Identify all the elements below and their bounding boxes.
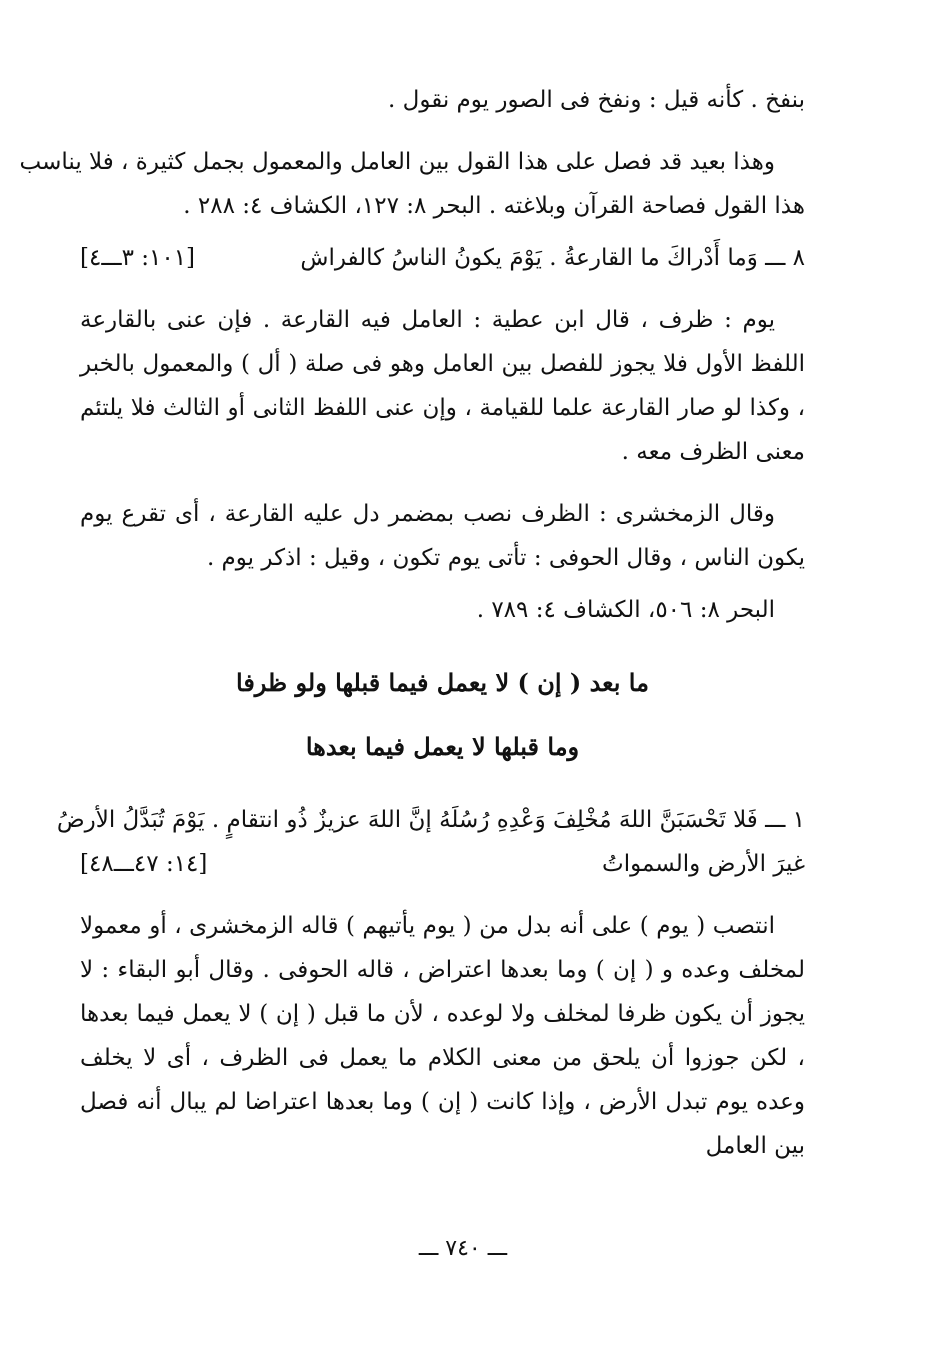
verse-1-line2 [80,842,805,886]
paragraph-line: وهذا بعيد قد فصل على هذا القول بين العامل والمعمول بجمل كثيرة ، فلا يناسب [19,149,775,175]
section-heading-line1: ما بعد ( إن ) لا يعمل فيما قبلها ولو ظرفا [236,668,649,697]
section-heading-line2: وما قبلها لا يعمل فيما بعدها [305,732,580,761]
verse-1-line1: ١ ـــ فَلا تَحْسَبَنَّ اللهَ مُخْلِفَ وَعْدِهِ رُسُلَهُ إنَّ اللهَ عزيزٌ ذُو انتقامٍ . يَوْمَ تُبَدَّلُ الأرضُ [56,807,805,833]
paragraph-line: هذا القول فصاحة القرآن وبلاغته . البحر ٨: ١٢٧، الكشاف ٤: ٢٨٨ . [183,193,805,219]
verse-reference: [١٠١: ٣ـــ٤] [80,245,196,271]
paragraph: يوم : ظرف ، قال ابن عطية : العامل فيه القارعة . فإن عنى بالقارعة اللفظ الأول فلا يجوز للفصل بين العامل وهو فى صلة ( أل ) والمعمول بالخبر ، وكذا لو صار القارعة علما للقيامة ، وإن عنى اللفظ الثانى أو الثالث فلا يلتئم معنى الظرف معه . [80,307,805,465]
paragraph: وقال الزمخشرى : الظرف نصب بمضمر دل عليه القارعة ، أى تقرع يوم يكون الناس ، وقال الحوفى : تأتى يوم تكون ، وقيل : اذكر يوم . [80,501,805,571]
verse-text: غيرَ الأرض والسمواتُ [602,851,805,877]
page-body [19,78,805,1168]
paragraph-continuation: بنفخ . كأنه قيل : ونفخ فى الصور يوم نقول . [388,87,805,113]
page-number: ـــ ٧٤٠ ـــ [418,1236,508,1261]
verse-reference: [١٤: ٤٧ـــ٤٨] [80,851,208,877]
verse-8 [80,236,805,280]
verse-text: ٨ ـــ وَما أَدْراكَ ما القارعةُ . يَوْمَ يكونُ الناسُ كالفراش [300,245,805,271]
citation-line: البحر ٨: ٥٠٦، الكشاف ٤: ٧٨٩ . [476,597,775,623]
paragraph: انتصب ( يوم ) على أنه بدل من ( يوم يأتيهم ) قاله الزمخشرى ، أو معمولا لمخلف وعده و ( إن ) وما بعدها اعتراض ، قاله الحوفى . وقال أبو البقاء : لا يجوز أن يكون ظرفا لمخلف ولا لوعده ، لأن ما قبل ( إن ) لا يعمل فيما بعدها ، لكن جوزوا أن يلحق من معنى الكلام ما يعمل فى الظرف ، أى لا يخلف وعده يوم تبدل الأرض ، وإذا كانت ( إن ) وما بعدها اعتراضا لم يبال أنه فصل بين العامل [80,913,805,1159]
